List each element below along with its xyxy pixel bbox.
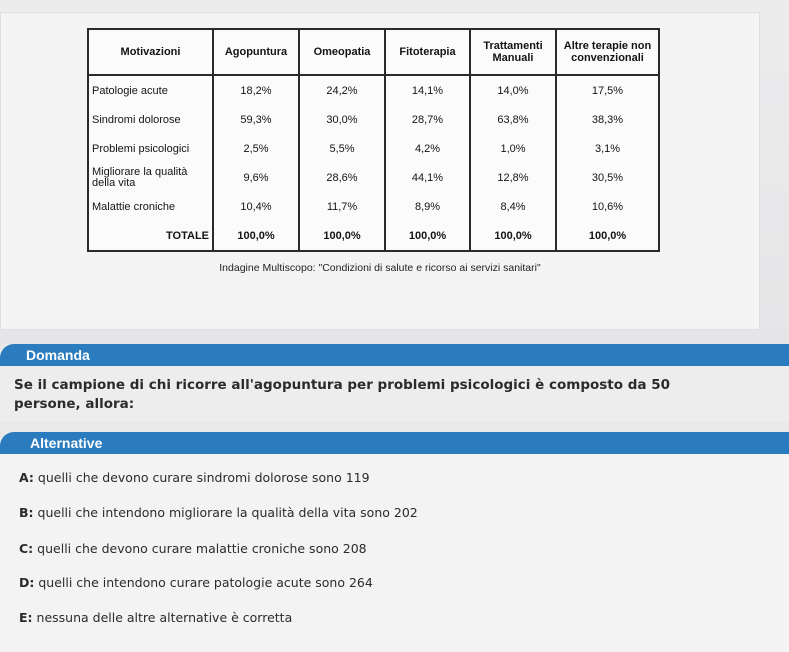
cell: 8,9% [385,192,470,221]
alternative-a[interactable] [19,470,370,485]
table-row [88,192,659,221]
cell: 100,0% [213,221,299,251]
cell: 8,4% [470,192,556,221]
cell: 5,5% [299,134,385,163]
row-label: Sindromi dolorose [88,105,213,134]
alternative-text: quelli che devono curare malattie croniche sono 208 [37,541,367,556]
cell: 44,1% [385,163,470,192]
cell: 9,6% [213,163,299,192]
alternative-key: B: [19,505,34,520]
cell: 100,0% [299,221,385,251]
cell: 18,2% [213,75,299,105]
table-row [88,105,659,134]
cell: 28,7% [385,105,470,134]
cell: 100,0% [470,221,556,251]
col-header: Motivazioni [88,29,213,75]
cell: 10,4% [213,192,299,221]
cell: 14,0% [470,75,556,105]
alternative-text: quelli che intendono migliorare la qualità della vita sono 202 [37,505,418,520]
question-heading: Domanda [0,344,789,366]
alternative-key: C: [19,541,34,556]
question-text: Se il campione di chi ricorre all'agopuntura per problemi psicologici è composto da 50 persone, allora: [14,377,670,412]
table-header-row [88,29,659,75]
col-header: Fitoterapia [385,29,470,75]
alternative-b[interactable] [19,505,418,520]
table-row [88,134,659,163]
cell: 28,6% [299,163,385,192]
cell: 17,5% [556,75,659,105]
cell: 100,0% [385,221,470,251]
cell: 10,6% [556,192,659,221]
cell: 100,0% [556,221,659,251]
table-caption: Indagine Multiscopo: "Condizioni di salute e ricorso ai servizi sanitari" [219,262,541,274]
data-table [87,28,660,252]
cell: 14,1% [385,75,470,105]
alternative-key: A: [19,470,34,485]
alternative-text: nessuna delle altre alternative è corretta [36,610,293,625]
row-label: Patologie acute [88,75,213,105]
alternative-key: D: [19,575,35,590]
col-header: Altre terapie non convenzionali [556,29,659,75]
col-header: Agopuntura [213,29,299,75]
cell: 38,3% [556,105,659,134]
cell: 30,5% [556,163,659,192]
alternative-text: quelli che devono curare sindromi dolorose sono 119 [37,470,370,485]
cell: 1,0% [470,134,556,163]
cell: 59,3% [213,105,299,134]
total-label: TOTALE [88,221,213,251]
table-total-row [88,221,659,251]
alternative-e[interactable] [19,610,292,625]
cell: 12,8% [470,163,556,192]
section-divider [0,330,789,344]
cell: 4,2% [385,134,470,163]
row-label: Migliorare la qualità della vita [88,163,213,192]
alternative-key: E: [19,610,33,625]
cell: 2,5% [213,134,299,163]
col-header: Trattamenti Manuali [470,29,556,75]
alternative-d[interactable] [19,575,373,590]
cell: 63,8% [470,105,556,134]
cell: 11,7% [299,192,385,221]
row-label: Problemi psicologici [88,134,213,163]
cell: 30,0% [299,105,385,134]
cell: 24,2% [299,75,385,105]
alternatives-heading: Alternative [0,432,789,454]
table-row [88,163,659,192]
alternative-text: quelli che intendono curare patologie acute sono 264 [38,575,373,590]
alternative-c[interactable] [19,541,367,556]
table-row [88,75,659,105]
col-header: Omeopatia [299,29,385,75]
cell: 3,1% [556,134,659,163]
row-label: Malattie croniche [88,192,213,221]
